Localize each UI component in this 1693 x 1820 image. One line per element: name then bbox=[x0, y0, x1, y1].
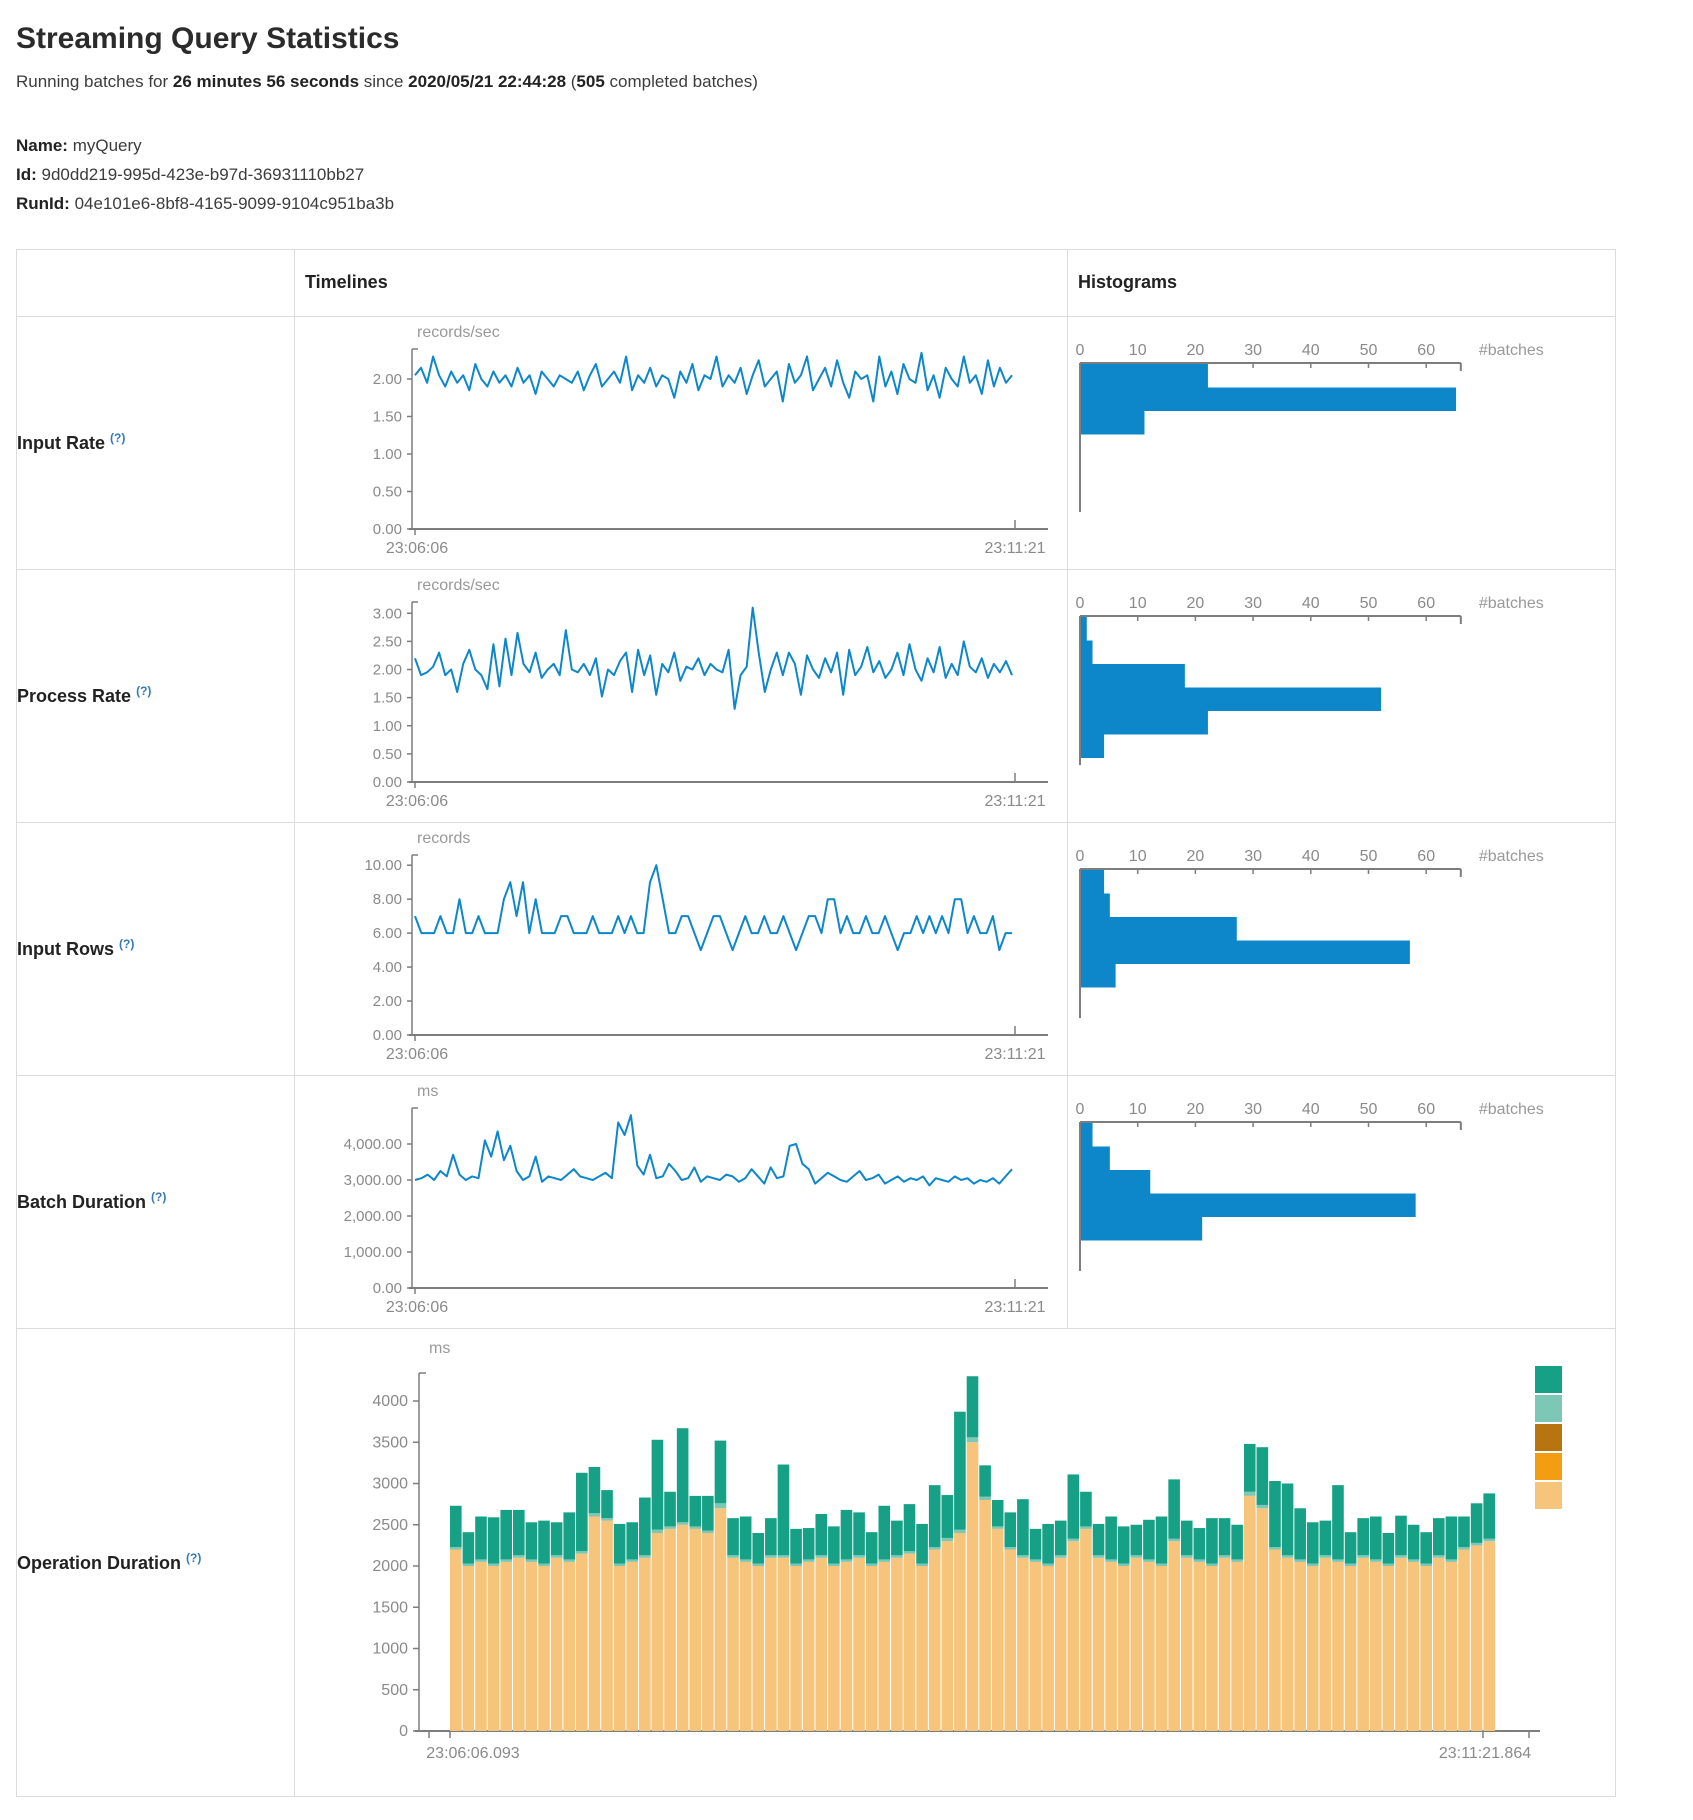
process-rate-timeline bbox=[295, 570, 1067, 822]
batch-duration-histogram-cell bbox=[1068, 1075, 1616, 1328]
timelines-header: Timelines bbox=[295, 249, 1068, 316]
svg-text:60: 60 bbox=[1417, 1100, 1436, 1118]
svg-text:#batches: #batches bbox=[1478, 1100, 1544, 1118]
batch-duration-timeline bbox=[295, 1076, 1067, 1328]
operation-legend-swatch-0 bbox=[1535, 1366, 1562, 1393]
svg-text:40: 40 bbox=[1301, 594, 1320, 612]
svg-text:1500: 1500 bbox=[372, 1599, 408, 1617]
svg-text:30: 30 bbox=[1244, 1100, 1262, 1118]
svg-text:0.00: 0.00 bbox=[372, 1279, 402, 1297]
svg-text:23:06:06: 23:06:06 bbox=[385, 539, 449, 557]
svg-text:records: records bbox=[417, 829, 471, 847]
operation-duration-stacked-chart bbox=[295, 1331, 1594, 1793]
process-rate-histogram bbox=[1068, 570, 1615, 822]
svg-text:20: 20 bbox=[1186, 847, 1205, 865]
svg-text:40: 40 bbox=[1301, 1100, 1320, 1118]
query-id-line bbox=[16, 161, 1693, 190]
query-runid-value: 04e101e6-8bf8-4165-9099-9104c951ba3b bbox=[74, 193, 395, 213]
header-empty-cell bbox=[17, 249, 295, 316]
svg-text:50: 50 bbox=[1359, 594, 1378, 612]
svg-text:1.50: 1.50 bbox=[372, 408, 402, 426]
batch-duration-histogram-chart bbox=[1068, 1076, 1603, 1328]
input-rate-label: Input Rate bbox=[17, 433, 105, 454]
input-rate-histogram bbox=[1068, 317, 1615, 569]
process-rate-help-icon[interactable]: (?) bbox=[136, 684, 152, 699]
svg-text:30: 30 bbox=[1244, 341, 1262, 359]
svg-text:8.00: 8.00 bbox=[372, 890, 402, 908]
batch-duration-timeline-cell bbox=[295, 1075, 1068, 1328]
input-rows-timeline-chart bbox=[295, 823, 1053, 1075]
input-rows-help-icon[interactable]: (?) bbox=[119, 937, 135, 952]
page-title: Streaming Query Statistics bbox=[16, 22, 400, 55]
operation-legend-swatch-2 bbox=[1535, 1424, 1562, 1451]
input-rate-timeline-chart bbox=[295, 317, 1053, 569]
process-rate-histogram-chart bbox=[1068, 570, 1603, 822]
summary-suffix: completed batches) bbox=[604, 72, 758, 91]
batch-duration-help-icon[interactable]: (?) bbox=[151, 1190, 167, 1205]
svg-text:#batches: #batches bbox=[1478, 847, 1544, 865]
operation-legend-swatch-3 bbox=[1535, 1453, 1562, 1480]
svg-text:4000: 4000 bbox=[372, 1393, 408, 1411]
svg-text:50: 50 bbox=[1359, 1100, 1378, 1118]
svg-text:2500: 2500 bbox=[372, 1516, 408, 1534]
svg-text:4,000.00: 4,000.00 bbox=[343, 1135, 402, 1153]
svg-text:23:06:06: 23:06:06 bbox=[385, 792, 449, 810]
svg-text:0: 0 bbox=[1075, 341, 1085, 359]
row-input-rows bbox=[17, 822, 1616, 1075]
svg-text:0: 0 bbox=[1075, 594, 1085, 612]
process-rate-timeline-chart bbox=[295, 570, 1053, 822]
svg-text:#batches: #batches bbox=[1478, 341, 1544, 359]
svg-text:23:11:21: 23:11:21 bbox=[984, 1045, 1046, 1063]
svg-text:23:11:21.864: 23:11:21.864 bbox=[1438, 1745, 1532, 1763]
svg-text:0: 0 bbox=[399, 1723, 408, 1741]
svg-text:0.00: 0.00 bbox=[372, 773, 402, 791]
svg-text:23:11:21: 23:11:21 bbox=[984, 1298, 1046, 1316]
batch-duration-timeline-chart bbox=[295, 1076, 1053, 1328]
svg-text:23:06:06.093: 23:06:06.093 bbox=[426, 1745, 520, 1763]
svg-text:records/sec: records/sec bbox=[417, 323, 500, 341]
statistics-table bbox=[16, 249, 1616, 1797]
svg-text:10: 10 bbox=[1128, 1100, 1147, 1118]
svg-text:0: 0 bbox=[1075, 1100, 1085, 1118]
svg-text:50: 50 bbox=[1359, 847, 1378, 865]
svg-text:23:11:21: 23:11:21 bbox=[984, 539, 1046, 557]
input-rate-timeline bbox=[295, 317, 1067, 569]
process-rate-histogram-cell bbox=[1068, 569, 1616, 822]
svg-text:20: 20 bbox=[1186, 341, 1205, 359]
summary-prefix: Running batches for bbox=[16, 72, 173, 91]
svg-text:1.50: 1.50 bbox=[372, 689, 402, 707]
svg-text:40: 40 bbox=[1301, 847, 1320, 865]
svg-text:1.00: 1.00 bbox=[372, 717, 402, 735]
query-name-value: myQuery bbox=[72, 136, 142, 155]
svg-text:0: 0 bbox=[1075, 847, 1085, 865]
svg-text:6.00: 6.00 bbox=[372, 924, 402, 942]
svg-text:10: 10 bbox=[1128, 847, 1147, 865]
svg-text:20: 20 bbox=[1186, 1100, 1205, 1118]
operation-duration-chart-cell bbox=[295, 1328, 1616, 1796]
svg-text:60: 60 bbox=[1417, 847, 1436, 865]
svg-text:ms: ms bbox=[417, 1082, 439, 1100]
input-rows-histogram bbox=[1068, 823, 1615, 1075]
row-batch-duration bbox=[17, 1075, 1616, 1328]
query-runid-line bbox=[16, 190, 1693, 219]
svg-text:2.50: 2.50 bbox=[372, 633, 402, 651]
svg-text:30: 30 bbox=[1244, 594, 1262, 612]
table-header-row bbox=[17, 249, 1616, 316]
svg-text:60: 60 bbox=[1417, 594, 1436, 612]
svg-text:2000: 2000 bbox=[372, 1558, 408, 1576]
svg-text:0.00: 0.00 bbox=[372, 1026, 402, 1044]
operation-duration-chart bbox=[295, 1331, 1615, 1793]
operation-duration-help-icon[interactable]: (?) bbox=[186, 1550, 202, 1565]
svg-text:records/sec: records/sec bbox=[417, 576, 500, 594]
svg-text:10: 10 bbox=[1128, 341, 1147, 359]
svg-text:23:11:21: 23:11:21 bbox=[984, 792, 1046, 810]
row-process-rate bbox=[17, 569, 1616, 822]
svg-text:10.00: 10.00 bbox=[364, 856, 402, 874]
operation-legend-swatch-1 bbox=[1535, 1395, 1562, 1422]
svg-text:#batches: #batches bbox=[1478, 594, 1544, 612]
svg-text:1000: 1000 bbox=[372, 1640, 408, 1658]
svg-text:23:06:06: 23:06:06 bbox=[385, 1045, 449, 1063]
svg-text:40: 40 bbox=[1301, 341, 1320, 359]
svg-text:3.00: 3.00 bbox=[372, 604, 402, 622]
svg-text:30: 30 bbox=[1244, 847, 1262, 865]
row-operation-duration bbox=[17, 1328, 1616, 1796]
input-rows-label: Input Rows bbox=[17, 939, 114, 960]
query-id-label: Id: bbox=[16, 164, 37, 184]
svg-text:3500: 3500 bbox=[372, 1434, 408, 1452]
summary-mid: since bbox=[359, 72, 409, 91]
input-rows-timeline bbox=[295, 823, 1067, 1075]
row-input-rate bbox=[17, 316, 1616, 569]
svg-text:2,000.00: 2,000.00 bbox=[343, 1207, 402, 1225]
svg-text:0.50: 0.50 bbox=[372, 745, 402, 763]
svg-text:4.00: 4.00 bbox=[372, 958, 402, 976]
input-rate-histogram-cell bbox=[1068, 316, 1616, 569]
summary-batch-count: 505 bbox=[576, 72, 605, 91]
svg-text:0.50: 0.50 bbox=[372, 483, 402, 501]
batch-duration-label-cell bbox=[17, 1075, 295, 1328]
svg-text:1.00: 1.00 bbox=[372, 445, 402, 463]
query-name-label: Name: bbox=[16, 136, 68, 155]
operation-duration-label-cell bbox=[17, 1328, 295, 1796]
svg-text:3,000.00: 3,000.00 bbox=[343, 1171, 402, 1189]
input-rate-help-icon[interactable]: (?) bbox=[110, 431, 126, 446]
svg-text:2.00: 2.00 bbox=[372, 370, 402, 388]
running-batches-summary bbox=[16, 72, 1693, 92]
input-rate-label-cell bbox=[17, 316, 295, 569]
operation-legend-swatch-4 bbox=[1535, 1482, 1562, 1509]
svg-text:1,000.00: 1,000.00 bbox=[343, 1243, 402, 1261]
svg-text:23:06:06: 23:06:06 bbox=[385, 1298, 449, 1316]
query-runid-label: RunId: bbox=[16, 193, 70, 213]
histograms-header: Histograms bbox=[1068, 249, 1616, 316]
summary-paren: ( bbox=[566, 72, 577, 91]
process-rate-label-cell bbox=[17, 569, 295, 822]
query-id-value: 9d0dd219-995d-423e-b97d-36931110bb27 bbox=[41, 164, 365, 184]
input-rate-histogram-chart bbox=[1068, 317, 1603, 569]
input-rate-timeline-cell bbox=[295, 316, 1068, 569]
svg-text:60: 60 bbox=[1417, 341, 1436, 359]
svg-text:2.00: 2.00 bbox=[372, 992, 402, 1010]
batch-duration-histogram bbox=[1068, 1076, 1615, 1328]
svg-text:10: 10 bbox=[1128, 594, 1147, 612]
query-metadata bbox=[16, 132, 1693, 219]
svg-text:2.00: 2.00 bbox=[372, 661, 402, 679]
input-rows-histogram-chart bbox=[1068, 823, 1603, 1075]
svg-text:20: 20 bbox=[1186, 594, 1205, 612]
query-name-line bbox=[16, 132, 1693, 161]
input-rows-histogram-cell bbox=[1068, 822, 1616, 1075]
input-rows-timeline-cell bbox=[295, 822, 1068, 1075]
svg-text:ms: ms bbox=[429, 1340, 451, 1358]
svg-text:3000: 3000 bbox=[372, 1475, 408, 1493]
process-rate-timeline-cell bbox=[295, 569, 1068, 822]
batch-duration-label: Batch Duration bbox=[17, 1192, 147, 1213]
summary-timestamp: 2020/05/21 22:44:28 bbox=[408, 72, 567, 91]
summary-duration: 26 minutes 56 seconds bbox=[172, 72, 360, 91]
operation-duration-label: Operation Duration bbox=[17, 1552, 182, 1573]
process-rate-label: Process Rate bbox=[17, 686, 132, 707]
input-rows-label-cell bbox=[17, 822, 295, 1075]
svg-text:500: 500 bbox=[381, 1681, 408, 1699]
svg-text:0.00: 0.00 bbox=[372, 520, 402, 538]
svg-text:50: 50 bbox=[1359, 341, 1378, 359]
